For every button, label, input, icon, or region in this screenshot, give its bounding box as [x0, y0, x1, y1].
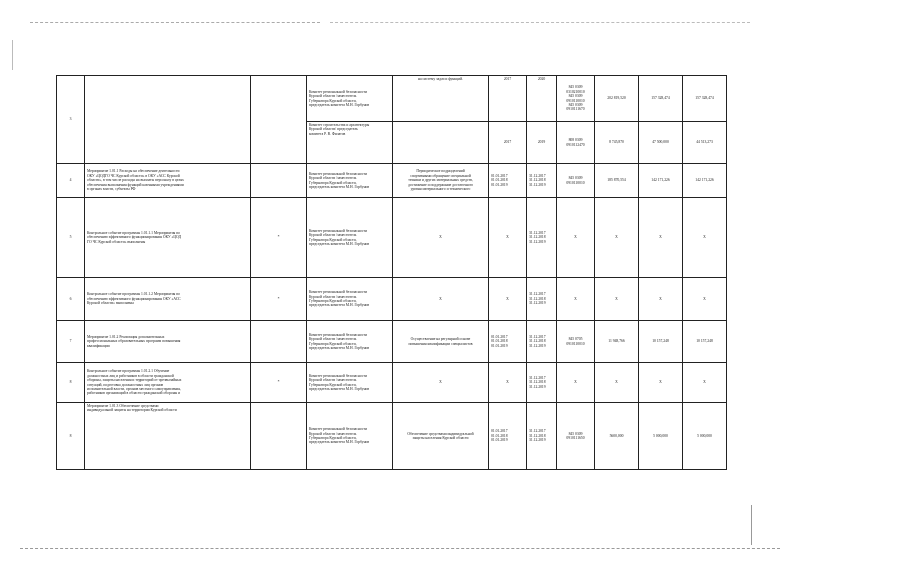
table-row	[57, 164, 727, 198]
row-number: 5	[57, 198, 85, 278]
control-mark: *	[251, 363, 307, 403]
table-row	[57, 403, 727, 470]
executor-cell: Комитет региональной безопасности Курской области /заместитель Губернатора Курской области, председатель комитета М.Н. Горбунов	[307, 76, 393, 122]
expected-result: X	[393, 278, 489, 321]
funding-2018: 47 500,000	[639, 122, 683, 164]
budget-code: 808 0309 0910112470	[557, 122, 595, 164]
funding-2017: 185 870,554	[595, 164, 639, 198]
funding-2019: 10 157,248	[683, 321, 727, 363]
end-date: 2019	[527, 122, 557, 164]
budget-code: 845 0309 0910111650	[557, 403, 595, 470]
scan-edge-line-bottom	[20, 548, 780, 549]
control-mark	[251, 403, 307, 470]
funding-2019: X	[683, 363, 727, 403]
expected-result: X	[393, 198, 489, 278]
funding-2017: X	[595, 198, 639, 278]
executor-cell: Комитет региональной безопасности Курской области /заместитель Губернатора Курской области, председатель комитета М.Н. Горбунов	[307, 363, 393, 403]
control-mark	[251, 76, 307, 164]
control-mark	[251, 321, 307, 363]
funding-2017: 5600,000	[595, 403, 639, 470]
start-date: X	[489, 278, 527, 321]
budget-code: 845 0309 0910110010	[557, 164, 595, 198]
end-date: 31.12.2017 31.12.2018 31.12.2019	[527, 278, 557, 321]
expected-result: на систему задач и функций.	[393, 76, 489, 122]
program-plan-table	[56, 75, 727, 470]
row-number: 6	[57, 278, 85, 321]
activity-name: Контрольное событие программы 1.01.1.2 Мероприятия по обеспечению эффективного функционирования ОКУ «АСС Курской области» выполнены	[85, 278, 251, 321]
table-row	[57, 321, 727, 363]
expected-result: Обеспечение средствами индивидуальной защиты населения Курской области	[393, 403, 489, 470]
funding-2019: X	[683, 278, 727, 321]
end-date: 2020	[527, 76, 557, 122]
funding-2017: 8 745,870	[595, 122, 639, 164]
activity-name: Мероприятие 1.01.3 Обеспечение средствами индивидуальной защиты на территории Курской области	[85, 403, 251, 470]
row-number: 3	[57, 76, 85, 164]
expected-result: Периодическое подразделений спортивными обращение специальной техники и других материальных средств, достижение и поддержание достаточного уровня материального и технического	[393, 164, 489, 198]
funding-2017: X	[595, 278, 639, 321]
activity-name: Мероприятие 1.01.2 Реализация дополнительных профессиональных образовательных программ повышения квалификации	[85, 321, 251, 363]
funding-2018: X	[639, 363, 683, 403]
scan-edge-line-top	[30, 22, 320, 23]
end-date: 31.12.2017 31.12.2018 31.12.2019	[527, 363, 557, 403]
table-row	[57, 76, 727, 122]
budget-code: X	[557, 363, 595, 403]
activity-name: Контрольное событие программы 1.01.2.1 Обучение должностных лиц и работников в области гражданской обороны, защиты населения и территорий от чрезвычайных ситуаций, подготовка должностных лиц органов исполнительной власти, органов местного самоуправления, работников организаций в области гражданской обороны и	[85, 363, 251, 403]
funding-2017: X	[595, 363, 639, 403]
executor-cell: Комитет региональной безопасности Курской области /заместитель Губернатора Курской области, председатель комитета М.Н. Горбунов	[307, 198, 393, 278]
end-date: 31.12.2017 31.12.2018 31.12.2019	[527, 321, 557, 363]
executor-cell: Комитет региональной безопасности Курской области /заместитель Губернатора Курской области, председатель комитета М.Н. Горбунов	[307, 321, 393, 363]
funding-2019: X	[683, 198, 727, 278]
end-date: 31.12.2017 31.12.2018 31.12.2019	[527, 164, 557, 198]
funding-2017: 11 948,766	[595, 321, 639, 363]
table-row	[57, 278, 727, 321]
start-date: 2017	[489, 76, 527, 122]
funding-2017: 202 819,520	[595, 76, 639, 122]
activity-name: Мероприятие 1.01.1 Расходы на обеспечение деятельности ОКУ «ЦОДГО ЧС Курской области» в ОКУ «АСС Курской области», в том числе расходы на выплаты персоналу в целях обеспечения выполнения функций казенными учреждениями в органах власти, субъекты РФ	[85, 164, 251, 198]
row-number: 8	[57, 363, 85, 403]
funding-2018: 10 157,248	[639, 321, 683, 363]
expected-result: X	[393, 363, 489, 403]
row-number: 4	[57, 164, 85, 198]
scan-edge-line-right	[751, 505, 752, 545]
funding-2018: 157 328,474	[639, 76, 683, 122]
control-mark: *	[251, 278, 307, 321]
activity-name	[85, 76, 251, 164]
funding-2018: 5 000,000	[639, 403, 683, 470]
executor-cell: Комитет региональной безопасности Курской области /заместитель Губернатора Курской области, председатель комитета М.Н. Горбунов	[307, 403, 393, 470]
budget-code: 845 0705 0910110010	[557, 321, 595, 363]
start-date: 2017	[489, 122, 527, 164]
funding-2019: 142 171,226	[683, 164, 727, 198]
table-row	[57, 198, 727, 278]
start-date: 01.01.2017 01.01.2018 01.01.2019	[489, 403, 527, 470]
row-number: 7	[57, 321, 85, 363]
budget-code: 845 0309 0310210010 845 0309 0910110010 845 0309 0910111670	[557, 76, 595, 122]
end-date: 31.12.2017 31.12.2018 31.12.2019	[527, 403, 557, 470]
funding-2019: 44 513,273	[683, 122, 727, 164]
activity-name: Контрольное событие программы 1.01.1.1 Мероприятия по обеспечению эффективного функционирования ОКУ «ЦОД ГО ЧС Курской области» выполнены	[85, 198, 251, 278]
funding-2018: 142 171,226	[639, 164, 683, 198]
expected-result: Осуществление на регулярной основе повышения квалификации специалистов	[393, 321, 489, 363]
budget-code: X	[557, 198, 595, 278]
scan-edge-line-left	[12, 40, 13, 70]
funding-2019: 5 000,000	[683, 403, 727, 470]
start-date: 01.01.2017 01.01.2018 01.01.2019	[489, 321, 527, 363]
control-mark	[251, 164, 307, 198]
executor-cell: Комитет региональной безопасности Курской области /заместитель Губернатора Курской области, председатель комитета М.Н. Горбунов	[307, 278, 393, 321]
funding-2019: 157 328,474	[683, 76, 727, 122]
control-mark: *	[251, 198, 307, 278]
start-date: X	[489, 363, 527, 403]
scan-edge-line-top-right	[330, 22, 750, 23]
funding-2018: X	[639, 198, 683, 278]
start-date: 01.01.2017 01.01.2018 01.01.2019	[489, 164, 527, 198]
funding-2018: X	[639, 278, 683, 321]
executor-cell: Комитет региональной безопасности Курской области /заместитель Губернатора Курской области, председатель комитета М.Н. Горбунов	[307, 164, 393, 198]
executor-cell: Комитет строительства и архитектуры Курской области/ председатель комитета Р. В. Филатов	[307, 122, 393, 164]
expected-result	[393, 122, 489, 164]
table-row	[57, 363, 727, 403]
start-date: X	[489, 198, 527, 278]
row-number: 8	[57, 403, 85, 470]
budget-code: X	[557, 278, 595, 321]
end-date: 31.12.2017 31.12.2018 31.12.2019	[527, 198, 557, 278]
